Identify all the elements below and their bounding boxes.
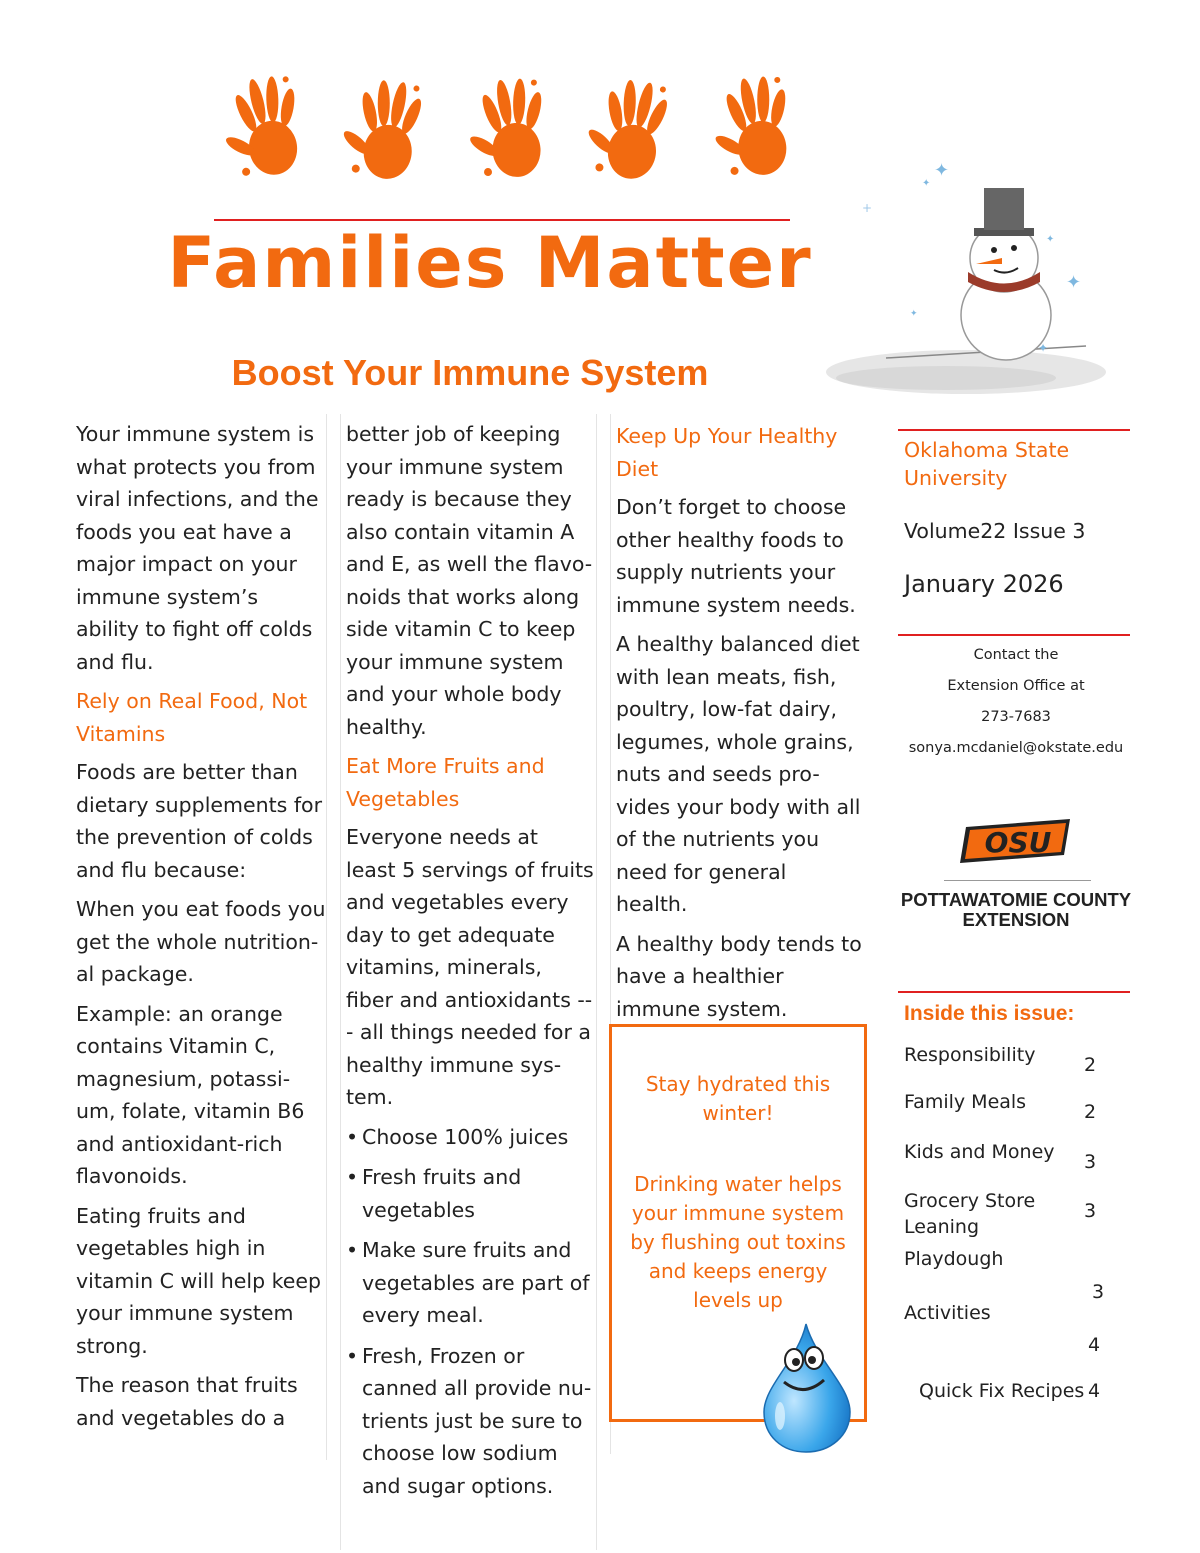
paragraph: Don’t forget to choose other healthy foods to supply nutrients your immune system needs. xyxy=(616,495,856,617)
tips-list xyxy=(346,1121,594,1503)
title-rule xyxy=(214,219,790,221)
column-divider xyxy=(596,414,597,1550)
paragraph: The reason that fruits and vegetables do a xyxy=(76,1373,298,1430)
section-heading-real-food: Rely on Real Food, Not Vitamins xyxy=(76,689,308,746)
list-item: • Fresh fruits and vegetables xyxy=(346,1161,594,1226)
article-column-2 xyxy=(346,418,594,1510)
toc-item: Playdough xyxy=(904,1248,1004,1270)
list-item: • Make sure fruits and vegetables are part of every meal. xyxy=(346,1234,594,1332)
svg-text:✦: ✦ xyxy=(922,178,931,189)
list-item: • Fresh, Frozen or canned all provide nu-trients just be sure to choose low sodium and sugar options. xyxy=(346,1340,594,1503)
svg-text:✦: ✦ xyxy=(910,309,918,319)
paragraph: A healthy balanced diet with lean meats, fish, poultry, low-fat dairy, legumes, whole grains, nuts and seeds pro-vides your body with all of the nutrients you need for general health. xyxy=(616,632,861,916)
paragraph: A healthy body tends to have a healthier immune system. xyxy=(616,931,862,1021)
column-divider xyxy=(326,414,327,1460)
university-name: Oklahoma State University xyxy=(904,438,1070,490)
svg-text:✦: ✦ xyxy=(934,160,950,181)
handprint-3 xyxy=(463,76,550,180)
sidebar-rule xyxy=(898,634,1130,636)
newsletter-title: Families Matter xyxy=(167,222,813,304)
toc-page: 3 xyxy=(1084,1200,1097,1222)
handprint-2 xyxy=(337,76,427,182)
column-divider xyxy=(340,414,341,1550)
toc-item: Grocery Store Leaning xyxy=(904,1190,1036,1238)
section-heading-healthy-diet: Keep Up Your Healthy Diet xyxy=(616,424,838,481)
paragraph: Everyone needs at least 5 servings of fruits and vegetables every day to get adequate vitamins, minerals, fiber and antioxidants --- all things needed for a healthy immune sys-tem. xyxy=(346,825,594,1109)
callout-heading: Stay hydrated this winter! xyxy=(645,1072,831,1125)
toc-item: Family Meals xyxy=(904,1091,1027,1113)
toc-page: 3 xyxy=(1084,1151,1097,1173)
contact-phone: 273-7683 xyxy=(981,709,1051,725)
paragraph: Foods are better than dietary supplements for the prevention of colds and flu because: xyxy=(76,760,322,882)
toc-item: Quick Fix Recipes xyxy=(919,1380,1085,1402)
intro-paragraph: Your immune system is what protects you from viral infections, and the foods you eat have a major impact on your immune system’s ability to fight off colds and flu. xyxy=(76,422,319,674)
callout-body: Drinking water helps your immune system by flushing out toxins and keeps energy levels up xyxy=(630,1172,846,1312)
paragraph: Example: an orange contains Vitamin C, magnesium, potassi-um, folate, vitamin B6 and antioxidant-rich flavonoids. xyxy=(76,1001,305,1188)
toc-title: Inside this issue: xyxy=(904,1002,1075,1025)
toc-item: Responsibility xyxy=(904,1044,1036,1066)
handprint-5 xyxy=(707,73,797,179)
section-heading-fruits-vegetables: Eat More Fruits and Vegetables xyxy=(346,754,545,811)
sidebar-rule xyxy=(898,429,1130,431)
svg-text:✦: ✦ xyxy=(1066,272,1082,293)
handprint-4 xyxy=(580,74,673,183)
issue-date: January 2026 xyxy=(904,570,1064,598)
article-column-1 xyxy=(76,418,326,1441)
issue-headline: Boost Your Immune System xyxy=(231,352,709,393)
handprint-1 xyxy=(215,73,308,182)
snowman-illustration xyxy=(826,150,1116,400)
paragraph: When you eat foods you get the whole nutrition-al package. xyxy=(76,897,326,986)
county-extension-name: POTTAWATOMIE COUNTY EXTENSION xyxy=(900,889,1132,930)
toc-item: Activities xyxy=(904,1302,991,1324)
contact-text: Extension Office at xyxy=(947,678,1085,694)
handprints-graphic xyxy=(215,68,815,193)
water-drop-icon xyxy=(758,1320,858,1455)
article-column-3 xyxy=(616,418,862,1032)
contact-text: Contact the xyxy=(973,647,1059,663)
logo-text: OSU xyxy=(984,826,1052,859)
contact-block xyxy=(898,640,1134,764)
paragraph: Eating fruits and vegetables high in vitamin C will help keep your immune system strong. xyxy=(76,1203,322,1358)
logo-divider xyxy=(944,880,1091,881)
toc-page: 2 xyxy=(1084,1101,1097,1123)
toc-page: 3 xyxy=(1092,1281,1105,1303)
toc-page: 4 xyxy=(1088,1334,1101,1356)
sidebar-rule xyxy=(898,991,1130,993)
svg-text:+: + xyxy=(862,201,873,215)
svg-text:✦: ✦ xyxy=(1046,234,1055,245)
toc-item: Kids and Money xyxy=(904,1141,1055,1163)
contact-email[interactable]: sonya.mcdaniel@okstate.edu xyxy=(908,740,1124,756)
osu-logo xyxy=(960,815,1076,867)
svg-text:✦: ✦ xyxy=(1038,341,1049,355)
volume-issue: Volume22 Issue 3 xyxy=(904,519,1086,543)
toc-page: 2 xyxy=(1084,1054,1097,1076)
list-item: • Choose 100% juices xyxy=(346,1121,594,1154)
paragraph: better job of keeping your immune system ready is because they also contain vitamin A and E, as well the flavo-noids that works along side vitamin C to keep your immune system and your whole body healthy. xyxy=(346,422,593,739)
toc-page: 4 xyxy=(1088,1380,1101,1402)
